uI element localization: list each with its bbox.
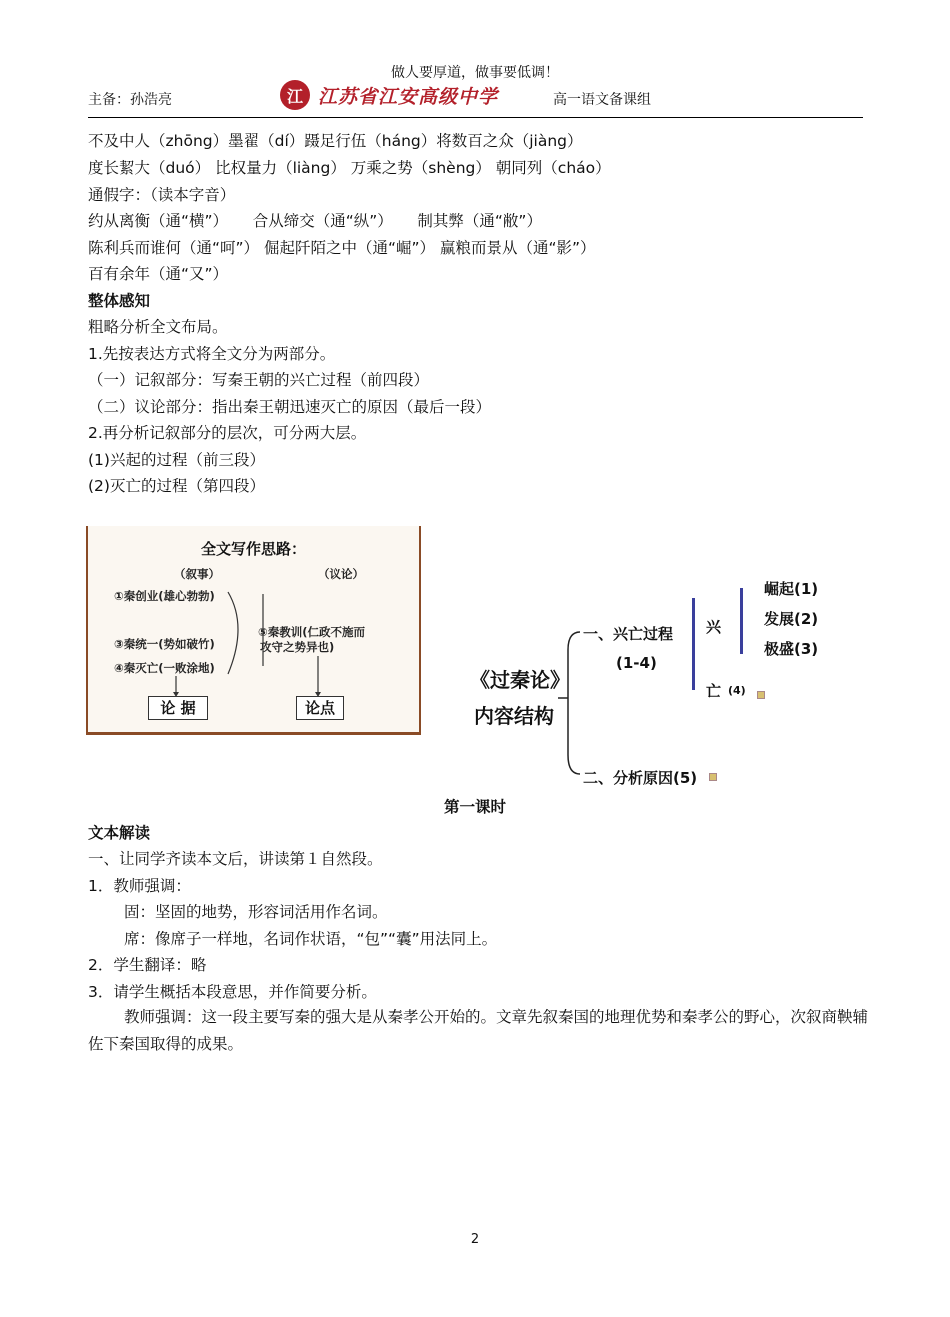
header-divider <box>88 117 863 118</box>
tongjia-line-1: 约从离衡（通“横”） 合从缔交（通“纵”） 制其弊（通“敝”） <box>88 212 542 230</box>
sub-rise: 崛起(1) <box>764 580 819 598</box>
overview-p1b: （二）议论部分：指出秦王朝迅速灭亡的原因（最后一段） <box>88 398 492 416</box>
lesson-line-3: 固：坚固的地势，形容词活用作名词。 <box>124 903 388 921</box>
item-3: ③秦统一(势如破竹) <box>114 637 215 651</box>
lesson-line-1: 一、让同学齐读本文后，讲读第１自然段。 <box>88 850 383 868</box>
pronunciation-line-2: 度长絜大（duó） 比权量力（liàng） 万乘之势（shèng） 朝同列（cháo） <box>88 159 611 177</box>
lesson-title: 第一课时 <box>443 798 506 816</box>
pronunciation-line-1: 不及中人（zhōng）墨翟（dí）蹑足行伍（háng）将数百之众（jiàng） <box>88 132 583 150</box>
school-logo <box>280 79 498 111</box>
branch-rise-fall: 一、兴亡过程 <box>583 625 674 643</box>
page-number: 2 <box>470 1232 480 1247</box>
overview-p1: 1.先按表达方式将全文分为两部分。 <box>88 345 336 363</box>
tongjia-title: 通假字：（读本字音） <box>88 186 236 204</box>
sub-peak: 极盛(3) <box>764 640 819 658</box>
item-1: ①秦创业(雄心勃勃) <box>114 589 215 603</box>
label-argument: （议论） <box>318 567 364 581</box>
lesson-line-4: 席：像席子一样地，名词作状语，“包”“囊”用法同上。 <box>124 930 498 948</box>
diagram-connectors <box>88 526 419 732</box>
marker-icon <box>709 773 717 781</box>
label-fall: 亡 <box>706 682 722 700</box>
writing-approach-diagram <box>86 526 421 735</box>
structure-title-1: 《过秦论》 <box>470 668 570 692</box>
lesson-heading: 文本解读 <box>88 824 151 842</box>
header-motto: 做人要厚道，做事要低调！ <box>391 65 559 81</box>
item-5a: ⑤秦教训(仁政不施而 <box>258 625 365 639</box>
rise-fall-bar <box>692 598 695 690</box>
box-evidence: 论 据 <box>148 696 208 720</box>
diagram-title: 全文写作思路： <box>200 540 306 558</box>
structure-title-2: 内容结构 <box>474 704 554 728</box>
lesson-paragraph: 教师强调：这一段主要写秦的强大是从秦孝公开始的。文章先叙秦国的地理优势和秦孝公的野心，次叙商鞅辅佐下秦国取得的成果。 <box>88 1008 869 1053</box>
lesson-line-5: 2．学生翻译：略 <box>88 956 207 974</box>
header-author: 主备：孙浩亮 <box>88 92 172 108</box>
header-group: 高一语文备课组 <box>553 92 651 108</box>
tongjia-line-2: 陈利兵而谁何（通“呵”） 倔起阡陌之中（通“崛”） 赢粮而景从（通“影”） <box>88 239 596 257</box>
rise-bar <box>740 588 743 654</box>
marker-icon <box>757 691 765 699</box>
item-5b: 攻守之势异也) <box>260 640 335 654</box>
overview-p2: 2.再分析记叙部分的层次，可分两大层。 <box>88 424 367 442</box>
label-rise: 兴 <box>706 618 722 636</box>
box-argument: 论点 <box>296 696 344 720</box>
overview-heading: 整体感知 <box>88 292 151 310</box>
overview-p2b: (2)灭亡的过程（第四段） <box>88 477 265 495</box>
school-name: 江苏省江安高级中学 <box>318 85 499 108</box>
overview-p1a: （一）记叙部分：写秦王朝的兴亡过程（前四段） <box>88 371 430 389</box>
branch-rise-fall-range: (1-4) <box>616 654 657 672</box>
label-narrative: （叙事） <box>174 567 220 581</box>
item-4: ④秦灭亡(一败涂地) <box>114 661 215 675</box>
label-fall-range: (4) <box>728 684 746 697</box>
branch-causes: 二、分析原因(5) <box>583 769 698 787</box>
tongjia-line-3: 百有余年（通“又”） <box>88 265 229 283</box>
school-emblem-icon: 江 <box>280 80 310 110</box>
content-structure-diagram <box>440 560 860 800</box>
sub-develop: 发展(2) <box>764 610 819 628</box>
overview-p2a: (1)兴起的过程（前三段） <box>88 451 265 469</box>
overview-intro: 粗略分析全文布局。 <box>88 318 228 336</box>
lesson-line-2: 1．教师强调： <box>88 877 191 895</box>
lesson-line-6: 3．请学生概括本段意思，并作简要分析。 <box>88 983 377 1001</box>
